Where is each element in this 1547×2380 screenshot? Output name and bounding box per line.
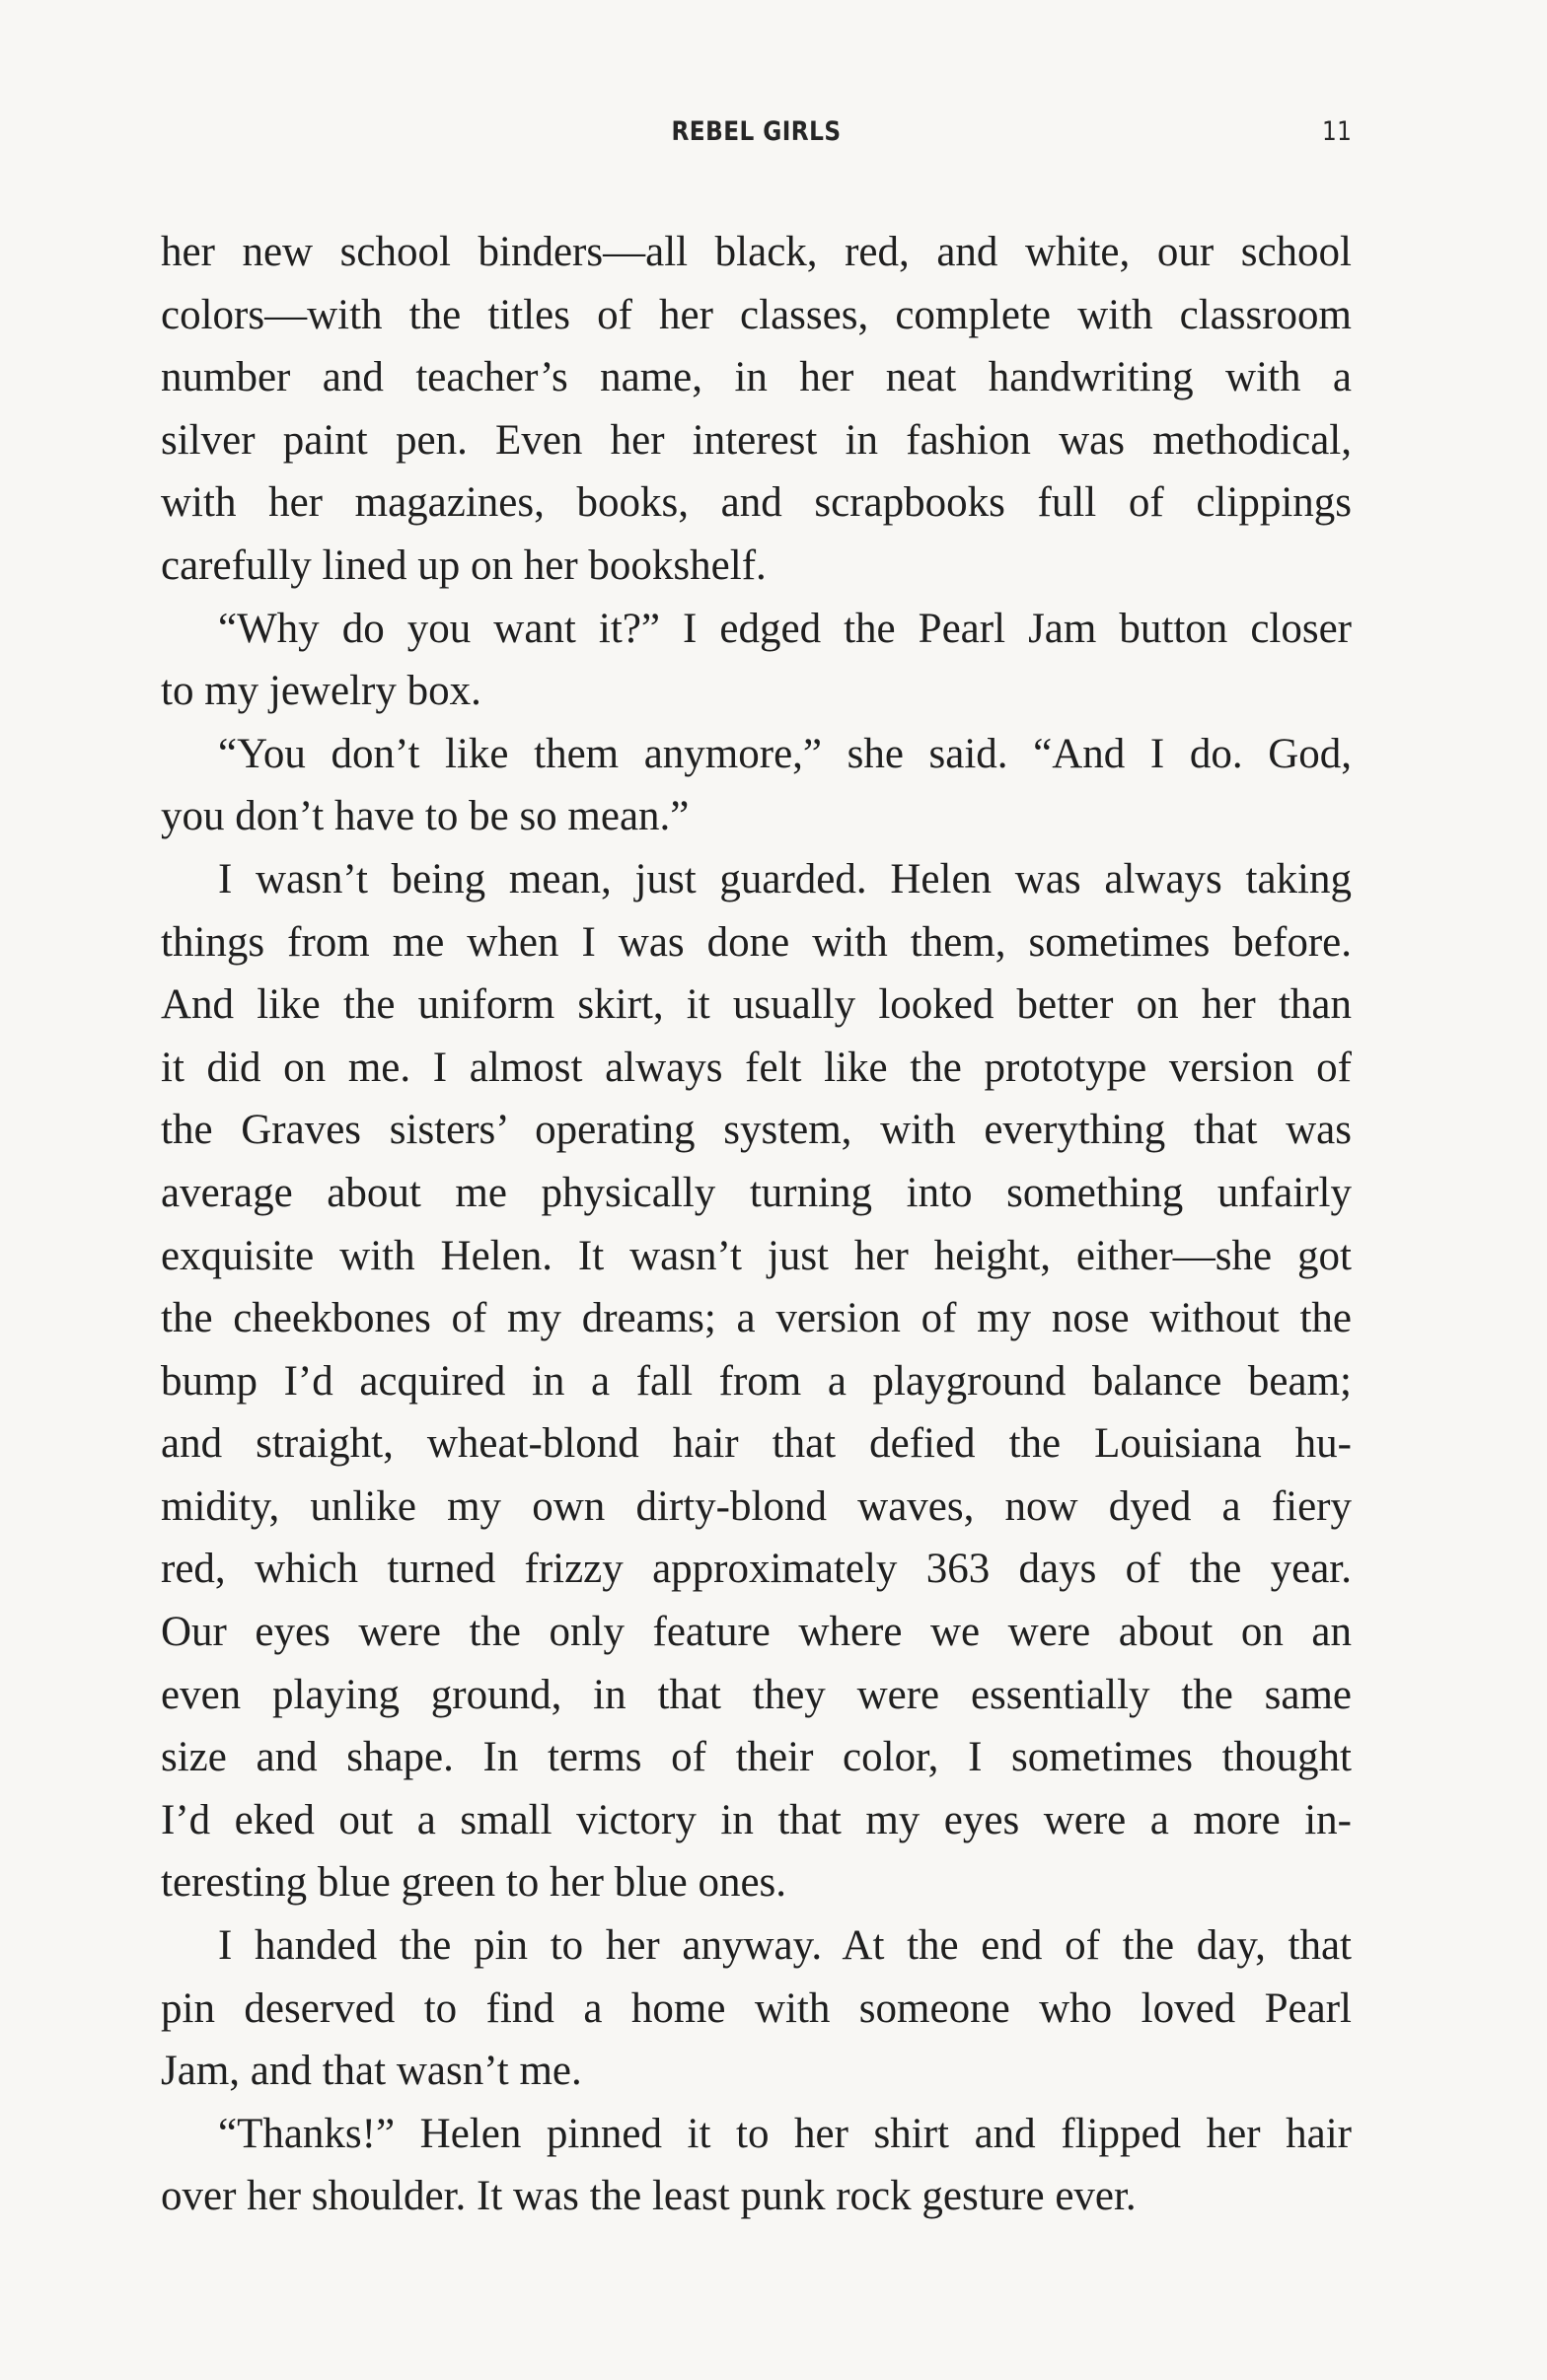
text-line: “You don’t like them anymore,” she said. “And I do. God, xyxy=(218,730,1352,777)
text-line: number and teacher’s name, in her neat handwriting with a xyxy=(161,354,1352,401)
text-line: And like the uniform skirt, it usually looked better on her than xyxy=(161,981,1352,1029)
text-line: average about me physically turning into something unfairly xyxy=(161,1169,1352,1216)
text-line: “Why do you want it?” I edged the Pearl Jam button closer xyxy=(218,605,1352,652)
running-header xyxy=(161,116,1352,160)
body-text xyxy=(161,221,1352,2228)
text-line: midity, unlike my own dirty-blond waves, now dyed a fiery xyxy=(161,1482,1352,1530)
text-line: size and shape. In terms of their color, I sometimes thought xyxy=(161,1734,1352,1781)
text-line: her new school binders—all black, red, and white, our school xyxy=(161,229,1352,275)
text-line: things from me when I was done with them, sometimes before. xyxy=(161,918,1352,966)
text-line: I’d eked out a small victory in that my eyes were a more in- xyxy=(161,1796,1352,1843)
text-line: the Graves sisters’ operating system, with everything that was xyxy=(161,1107,1352,1154)
text-line: teresting blue green to her blue ones. xyxy=(161,1859,787,1907)
text-line: colors—with the titles of her classes, complete with classroom xyxy=(161,291,1352,338)
text-line: and straight, wheat-blond hair that defied the Louisiana hu- xyxy=(161,1420,1352,1468)
text-line: “Thanks!” Helen pinned it to her shirt and flipped her hair xyxy=(218,2110,1352,2157)
text-line: carefully lined up on her bookshelf. xyxy=(161,541,767,589)
text-line: over her shoulder. It was the least punk rock gesture ever. xyxy=(161,2173,1137,2220)
page-number: 11 xyxy=(1321,116,1352,147)
text-line: with her magazines, books, and scrapbooks full of clippings xyxy=(161,479,1352,527)
text-line: it did on me. I almost always felt like the prototype version of xyxy=(161,1044,1352,1091)
text-line: exquisite with Helen. It wasn’t just her height, either—she got xyxy=(161,1232,1352,1279)
text-line: bump I’d acquired in a fall from a playground balance beam; xyxy=(161,1357,1352,1405)
text-line: silver paint pen. Even her interest in fashion was methodical, xyxy=(161,416,1352,464)
text-line: I wasn’t being mean, just guarded. Helen was always taking xyxy=(218,855,1352,902)
text-line: I handed the pin to her anyway. At the end of the day, that xyxy=(218,1922,1352,1970)
text-line: to my jewelry box. xyxy=(161,668,481,715)
text-line: the cheekbones of my dreams; a version of my nose without the xyxy=(161,1295,1352,1342)
text-line: red, which turned frizzy approximately 363 days of the year. xyxy=(161,1546,1352,1593)
text-line: even playing ground, in that they were essentially the same xyxy=(161,1671,1352,1718)
text-line: Our eyes were the only feature where we were about on an xyxy=(161,1609,1352,1656)
text-line: pin deserved to find a home with someone who loved Pearl xyxy=(161,1984,1352,2032)
text-line: you don’t have to be so mean.” xyxy=(161,793,690,840)
text-line: Jam, and that wasn’t me. xyxy=(161,2048,582,2095)
running-title: REBEL GIRLS xyxy=(671,116,842,147)
